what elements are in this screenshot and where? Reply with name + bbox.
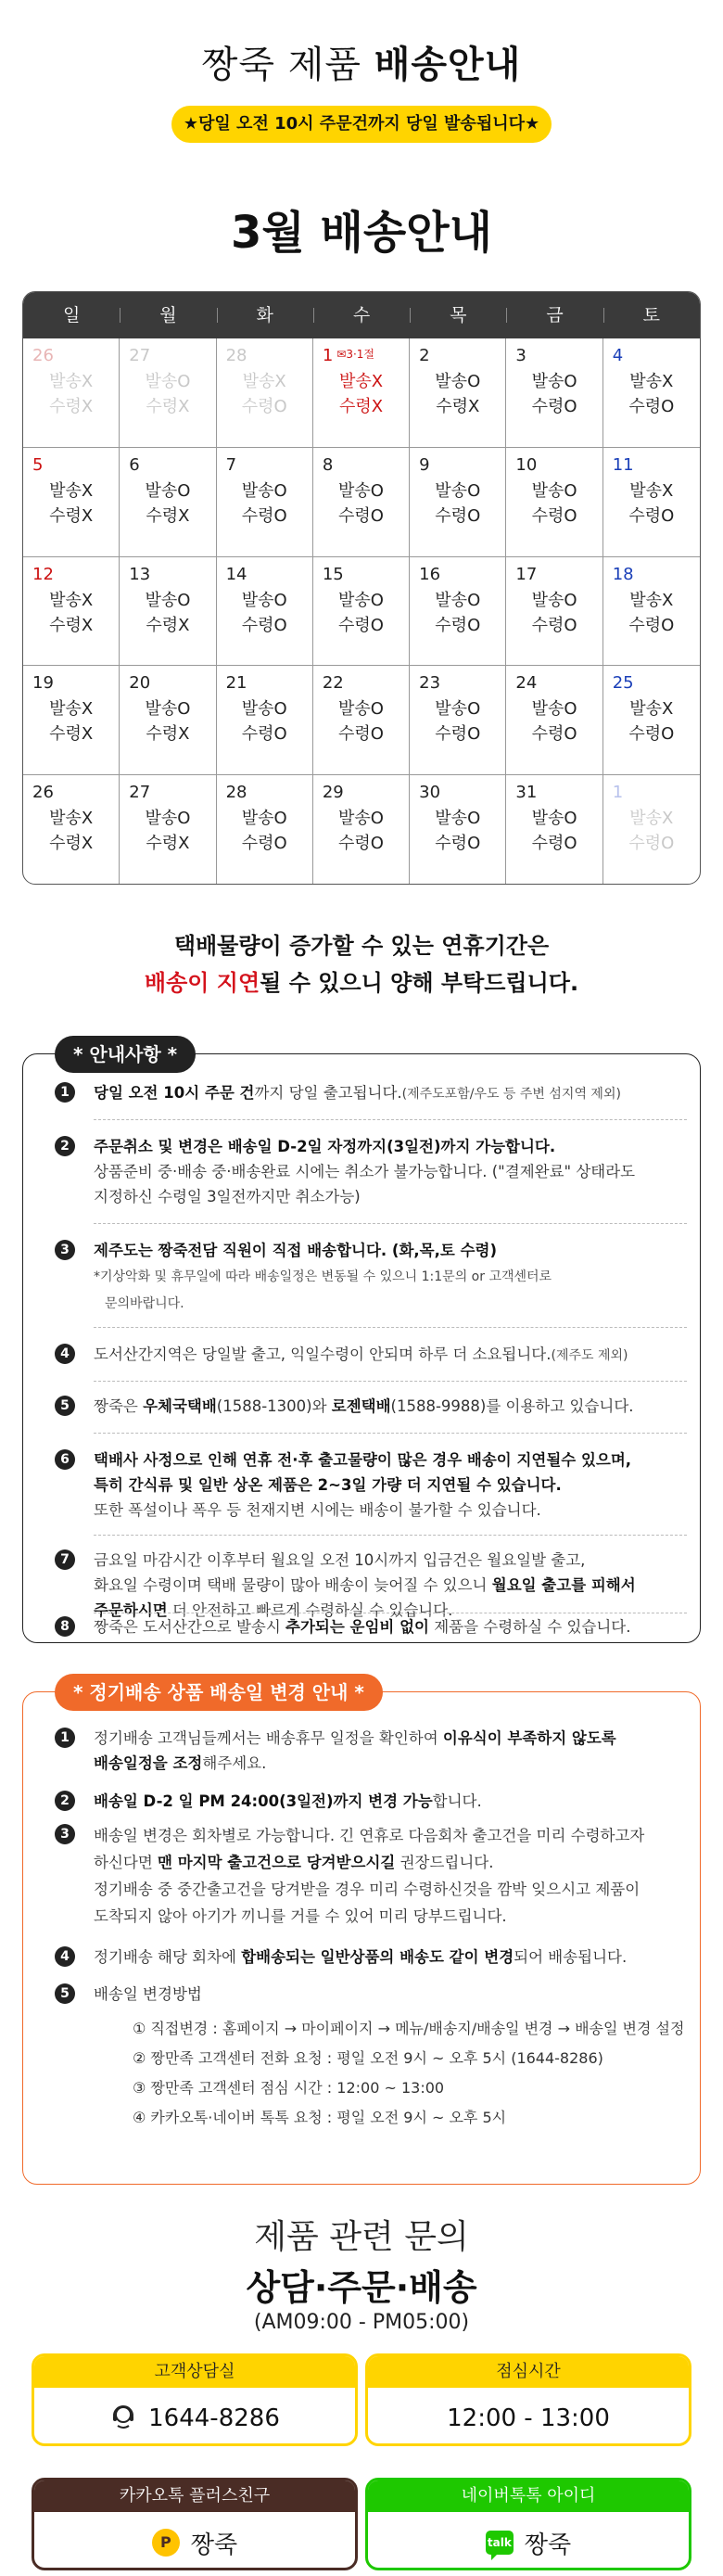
receive-status: 수령O — [435, 834, 481, 854]
calendar-day-cell — [506, 448, 602, 557]
receive-status: 수령X — [146, 724, 190, 745]
ship-status: 발송O — [531, 809, 577, 829]
change-method-2: ② 짱만족 고객센터 전화 요청 : 평일 오전 9시 ~ 오후 5시 (1644-8286) — [133, 2049, 603, 2067]
day-number: 4 — [612, 346, 624, 365]
contact-hours: (AM09:00 - PM05:00) — [253, 2311, 470, 2334]
regular-delivery-section: * 정기배송 상품 배송일 변경 안내 * 1 정기배송 고객님들께서는 배송휴무 일정을 확인하여 이유식이 부족하지 않도록 배송일정을 조정해주세요. 2 배송일 D-2 일 PM 24:00(3일전)까지 변경 가능합니다. 3 배송일 변경은 회차별로 가능합니다. 긴 연휴로 다음회차 출고건을 미리 수령하고자 하신다면 맨 마지막 출고건으로 당겨받으시길 권장드립니다. 정기배송 중 중간출고건을 당겨받을 경우 미리 수령하신것을 깜박 잊으시고 제품이 도착되지 않아 아기가 끼니를 거를 수 있어 미리 당부드립니다. 4 정기배송 해당 회차에 합배송되는 일반상품의 배송도 같이 변경되어 배송됩니다. 5 배송일 변경방법 ① 직접변경 : 홈페이지 → 마이페이지 → 메뉴/배송지/배송일 변경 → 배송일 변경 설정 ② 짱만족 고객센터 전화 요청 : 평일 오전 9시 ~ 오후 5시 (1644-8286) ③ 짱만족 고객센터 점심 시간 : 12:00 ~ 13:00 ④ 카카오톡·네이버 톡톡 요청 : 평일 오전 9시 ~ 오후 5시 — [22, 1691, 701, 2185]
calendar-day-cell — [313, 557, 410, 667]
calendar-day-cell — [410, 338, 506, 448]
ship-status: 발송O — [145, 480, 191, 501]
ship-status: 발송X — [49, 699, 94, 720]
calendar-day-cell — [217, 775, 313, 885]
calendar-day-cell — [313, 338, 410, 448]
day-number: 3 — [515, 346, 526, 365]
weekday-sat: 토 — [603, 292, 700, 338]
day-number: 27 — [129, 783, 151, 803]
day-number: 26 — [32, 783, 54, 803]
day-number: 8 — [322, 454, 334, 475]
calendar-day-cell — [23, 557, 120, 667]
day-number: 9 — [419, 454, 430, 475]
receive-status: 수령X — [436, 397, 480, 416]
ship-status: 발송O — [145, 590, 191, 610]
ship-status: 발송O — [531, 699, 577, 720]
day-number: 19 — [32, 673, 54, 694]
receive-status: 수령O — [628, 615, 675, 635]
receive-status: 수령O — [531, 615, 577, 635]
ship-status: 발송O — [241, 590, 287, 610]
ship-status: 발송X — [629, 480, 674, 501]
ship-status: 발송O — [531, 590, 577, 610]
day-number: 24 — [515, 673, 538, 694]
change-method-3: ③ 짱만족 고객센터 점심 시간 : 12:00 ~ 13:00 — [133, 2079, 445, 2097]
calendar-day-cell — [603, 338, 700, 448]
ship-status: 발송O — [531, 480, 577, 501]
day-number: 26 — [32, 346, 54, 365]
calendar-weekday-header — [23, 292, 700, 338]
day-number: 28 — [225, 346, 247, 365]
info-section: * 안내사항 * 1 당일 오전 10시 주문 건까지 당일 출고됩니다.(제주도포함/우도 등 주변 섬지역 제외) 2 주문취소 및 변경은 배송일 D-2일 자정까지(3일전)까지 가능합니다. 상품준비 중·배송 중·배송완료 시에는 취소가 불가능합니다. ("결제완료" 상태라도 지정하신 수령일 3일전까지만 취소가능) 3 제주도는 짱죽전담 직원이 직접 배송합니다. (화,목,토 수령) *기상악화 및 휴무일에 따라 배송일정은 변동될 수 있으니 1:1문의 or 고객센터로 문의바랍니다. 4 도서산간지역은 당일발 출고, 익일수령이 안되며 하루 더 소요됩니다.(제주도 제외) 5 짱죽은 우체국택배(1588-1300)와 로젠택배(1588-9988)를 이용하고 있습니다. 6 택배사 사정으로 인해 연휴 전·후 출고물량이 많은 경우 배송이 지연될수 있으며, 특히 간식류 및 일반 상온 제품은 2~3일 가량 더 지연될 수 있습니다. 또한 폭설이나 폭우 등 천재지변 시에는 배송이 불가할 수 있습니다. 7 금요일 마감시간 이후부터 월요일 오전 10시까지 입금건은 월요일발 출고, 화요일 수령이며 택배 물량이 많아 배송이 늦어질 수 있으니 월요일 출고를 피해서 주문하시면 더 안전하고 빠르게 수령하실 수 있습니다. 8 짱죽은 도서산간으로 발송시 추가되는 운임비 없이 제품을 수령하실 수 있습니다. — [22, 1053, 701, 1643]
weekday-tue: 화 — [217, 292, 313, 338]
receive-status: 수령O — [241, 397, 287, 416]
receive-status: 수령O — [628, 834, 675, 854]
receive-status: 수령O — [338, 834, 384, 854]
ship-status: 발송O — [435, 699, 481, 720]
calendar-day-cell — [410, 448, 506, 557]
ship-status: 발송X — [49, 590, 94, 610]
ship-status: 발송X — [49, 372, 94, 391]
ship-status: 발송O — [531, 372, 577, 391]
day-number: 22 — [322, 673, 344, 694]
receive-status: 수령O — [435, 615, 481, 635]
info-section-tag: * 안내사항 * — [55, 1036, 196, 1073]
naver-talktalk-card[interactable]: 네이버톡톡 아이디 talk 짱죽 — [365, 2478, 691, 2570]
shipping-calendar — [22, 291, 701, 885]
customer-service-card[interactable]: 고객상담실 1644-8286 — [32, 2353, 358, 2446]
receive-status: 수령X — [146, 397, 190, 416]
calendar-day-cell — [410, 775, 506, 885]
calendar-day-cell — [120, 448, 216, 557]
calendar-day-cell — [603, 448, 700, 557]
day-number: 6 — [129, 454, 140, 475]
day-number: 11 — [612, 454, 634, 475]
ship-status: 발송O — [435, 480, 481, 501]
ship-status: 발송X — [49, 809, 94, 829]
weekday-mon: 월 — [120, 292, 216, 338]
day-number: 31 — [515, 783, 538, 803]
receive-status: 수령O — [531, 505, 577, 526]
day-number: 10 — [515, 454, 538, 475]
receive-status: 수령O — [338, 724, 384, 745]
change-method-4: ④ 카카오톡·네이버 톡톡 요청 : 평일 오전 9시 ~ 오후 5시 — [133, 2109, 507, 2126]
divider — [94, 1119, 687, 1120]
ship-status: 발송O — [241, 480, 287, 501]
calendar-day-cell — [23, 666, 120, 775]
weekday-wed: 수 — [313, 292, 410, 338]
day-number: 27 — [129, 346, 151, 365]
day-number: 29 — [322, 783, 344, 803]
holiday-delay-notice: 택배물량이 증가할 수 있는 연휴기간은 배송이 지연될 수 있으니 양해 부탁드립니다. — [144, 933, 579, 996]
day-number: 17 — [515, 564, 538, 584]
ship-status: 발송X — [629, 809, 674, 829]
receive-status: 수령O — [241, 724, 287, 745]
calendar-day-cell — [120, 338, 216, 448]
cs-phone: 1644-8286 — [148, 2404, 280, 2432]
day-number: 14 — [225, 564, 247, 584]
ship-status: 발송O — [435, 809, 481, 829]
ship-status: 발송X — [629, 590, 674, 610]
receive-status: 수령O — [435, 505, 481, 526]
page-title: 짱죽 제품 배송안내 — [201, 44, 522, 86]
headset-icon — [109, 2402, 137, 2436]
naver-talk-icon: talk — [486, 2531, 514, 2555]
day-number: 25 — [612, 673, 634, 694]
receive-status: 수령X — [338, 397, 384, 416]
calendar-day-cell — [603, 775, 700, 885]
divider — [94, 1535, 687, 1536]
calendar-day-cell — [603, 557, 700, 667]
receive-status: 수령O — [628, 505, 675, 526]
contact-title: 제품 관련 문의 — [254, 2218, 469, 2256]
calendar-grid — [23, 338, 700, 885]
holiday-label: ✉3·1절 — [336, 348, 375, 361]
receive-status: 수령O — [241, 505, 287, 526]
change-method-1: ① 직접변경 : 홈페이지 → 마이페이지 → 메뉴/배송지/배송일 변경 → 배송일 변경 설정 — [133, 2020, 685, 2037]
calendar-day-cell — [23, 775, 120, 885]
day-number: 12 — [32, 564, 54, 584]
receive-status: 수령X — [49, 615, 94, 635]
receive-status: 수령O — [338, 505, 384, 526]
day-number: 16 — [419, 564, 441, 584]
ship-status: 발송X — [49, 480, 94, 501]
calendar-day-cell — [506, 338, 602, 448]
divider — [94, 1223, 687, 1224]
calendar-day-cell — [506, 666, 602, 775]
weekday-sun: 일 — [62, 305, 81, 325]
same-day-banner: ★당일 오전 10시 주문건까지 당일 발송됩니다★ — [171, 106, 552, 143]
day-number: 28 — [225, 783, 247, 803]
ship-status: 발송O — [338, 699, 384, 720]
day-number: 1 — [612, 783, 624, 803]
receive-status: 수령X — [49, 397, 94, 416]
ship-status: 발송O — [338, 480, 384, 501]
receive-status: 수령O — [628, 397, 675, 416]
ship-status: 발송O — [145, 372, 191, 391]
ship-status: 발송X — [338, 372, 384, 391]
receive-status: 수령X — [49, 724, 94, 745]
day-number: 13 — [129, 564, 151, 584]
ship-status: 발송O — [435, 372, 481, 391]
ship-status: 발송O — [241, 809, 287, 829]
regular-delivery-tag: * 정기배송 상품 배송일 변경 안내 * — [55, 1674, 383, 1711]
day-number: 2 — [419, 346, 430, 365]
day-number: 30 — [419, 783, 441, 803]
day-number: 5 — [32, 454, 44, 475]
day-number: 1 ✉3·1절 — [322, 346, 375, 365]
calendar-day-cell — [313, 666, 410, 775]
receive-status: 수령O — [531, 724, 577, 745]
receive-status: 수령X — [49, 834, 94, 854]
day-number: 21 — [225, 673, 247, 694]
receive-status: 수령O — [338, 615, 384, 635]
ship-status: 발송X — [629, 699, 674, 720]
ship-status: 발송O — [145, 699, 191, 720]
day-number: 7 — [225, 454, 237, 475]
receive-status: 수령O — [628, 724, 675, 745]
divider — [94, 1381, 687, 1382]
divider — [94, 1327, 687, 1328]
receive-status: 수령X — [49, 505, 94, 526]
contact-subtitle: 상담·주문·배송 — [246, 2267, 477, 2308]
ship-status: 발송O — [435, 590, 481, 610]
receive-status: 수령O — [435, 724, 481, 745]
receive-status: 수령O — [531, 397, 577, 416]
receive-status: 수령O — [531, 834, 577, 854]
ship-status: 발송O — [145, 809, 191, 829]
ship-status: 발송X — [629, 372, 674, 391]
calendar-day-cell — [217, 338, 313, 448]
ship-status: 발송X — [242, 372, 286, 391]
calendar-day-cell — [506, 775, 602, 885]
day-number: 23 — [419, 673, 441, 694]
weekday-thu: 목 — [410, 292, 506, 338]
receive-status: 수령O — [241, 615, 287, 635]
day-number: 18 — [612, 564, 634, 584]
calendar-day-cell — [23, 338, 120, 448]
receive-status: 수령O — [241, 834, 287, 854]
calendar-day-cell — [120, 775, 216, 885]
divider — [94, 1433, 687, 1434]
ship-status: 발송O — [241, 699, 287, 720]
calendar-day-cell — [410, 557, 506, 667]
calendar-day-cell — [120, 666, 216, 775]
calendar-day-cell — [217, 666, 313, 775]
calendar-day-cell — [217, 557, 313, 667]
month-title: 3월 배송안내 — [231, 207, 492, 259]
ship-status: 발송O — [338, 809, 384, 829]
day-number: 20 — [129, 673, 151, 694]
calendar-day-cell — [217, 448, 313, 557]
calendar-day-cell — [506, 557, 602, 667]
calendar-day-cell — [410, 666, 506, 775]
lunch-time-card: 점심시간 12:00 - 13:00 — [365, 2353, 691, 2446]
kakao-plusfriend-card[interactable]: 카카오톡 플러스친구 P 짱죽 — [32, 2478, 358, 2570]
calendar-day-cell — [313, 775, 410, 885]
ship-status: 발송O — [338, 590, 384, 610]
calendar-day-cell — [313, 448, 410, 557]
receive-status: 수령X — [146, 505, 190, 526]
kakao-plus-icon: P — [152, 2529, 180, 2557]
calendar-day-cell — [23, 448, 120, 557]
receive-status: 수령X — [146, 615, 190, 635]
day-number: 15 — [322, 564, 344, 584]
calendar-day-cell — [603, 666, 700, 775]
calendar-day-cell — [120, 557, 216, 667]
weekday-fri: 금 — [506, 292, 602, 338]
receive-status: 수령X — [146, 834, 190, 854]
